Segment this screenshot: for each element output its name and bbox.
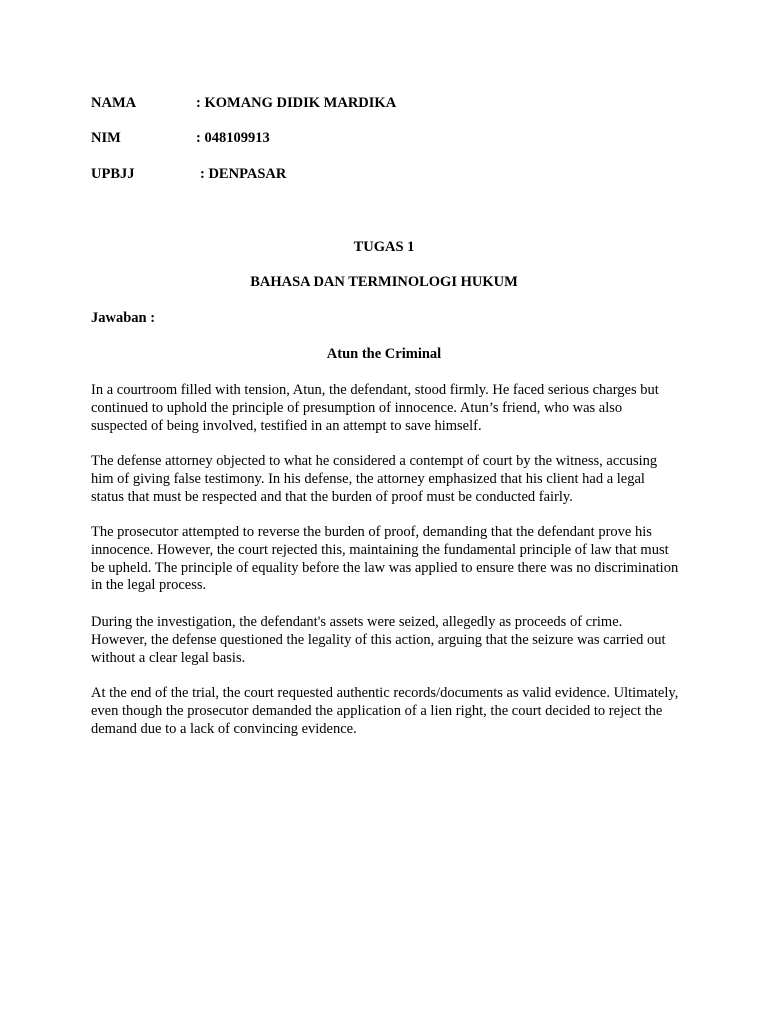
assignment-title: TUGAS 1	[353, 239, 415, 255]
answer-label: Jawaban :	[91, 310, 156, 326]
paragraph-2: The defense attorney objected to what he considered a contempt of court by the witness, accusing him of giving false testimony. In his defense, the attorney emphasized that his client had a legal status that must be respected and that the burden of proof must be conducted fairly.	[91, 453, 658, 505]
story-title: Atun the Criminal	[326, 346, 442, 362]
upbjj-value: : DENPASAR	[200, 166, 287, 182]
nim-value: : 048109913	[196, 130, 270, 146]
paragraph-4: During the investigation, the defendant's assets were seized, allegedly as proceeds of crime. However, the defense questioned the legality of this action, arguing that the seizure was carried out without a clear legal basis.	[91, 614, 666, 666]
paragraph-1: In a courtroom filled with tension, Atun, the defendant, stood firmly. He faced serious charges but continued to uphold the principle of presumption of innocence. Atun’s friend, who was also suspected of being involved, testified in an attempt to save himself.	[91, 382, 659, 434]
upbjj-label: UPBJJ	[91, 166, 135, 182]
nama-value: : KOMANG DIDIK MARDIKA	[196, 95, 397, 111]
paragraph-3: The prosecutor attempted to reverse the burden of proof, demanding that the defendant prove his innocence. However, the court rejected this, maintaining the fundamental principle of law that must be upheld. The principle of equality before the law was applied to ensure there was no discrimination in the legal process.	[91, 524, 679, 594]
nim-label: NIM	[91, 130, 121, 146]
assignment-subject: BAHASA DAN TERMINOLOGI HUKUM	[250, 274, 518, 290]
nama-label: NAMA	[91, 95, 137, 111]
paragraph-5: At the end of the trial, the court requested authentic records/documents as valid evidence. Ultimately, even though the prosecutor demanded the application of a lien right, the court decided to reject the demand due to a lack of convincing evidence.	[91, 685, 679, 737]
